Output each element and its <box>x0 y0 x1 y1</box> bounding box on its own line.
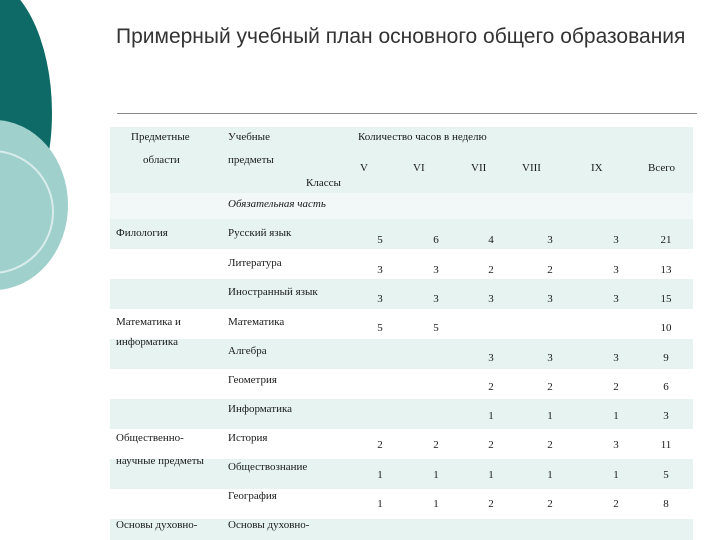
cell-hours: 1 <box>377 469 383 481</box>
cell-hours: 2 <box>547 439 553 451</box>
cell-hours: 2 <box>377 439 383 451</box>
cell-total: 15 <box>660 293 672 305</box>
header-subjects-line2: предметы <box>228 154 274 166</box>
header-classes: Классы <box>306 177 341 189</box>
area-social-line2: научные предметы <box>116 455 204 467</box>
cell-hours: 1 <box>613 469 619 481</box>
area-math-line2: информатика <box>116 336 178 348</box>
cell-total: 5 <box>663 469 669 481</box>
grade-viii: VIII <box>522 162 541 174</box>
cell-hours: 2 <box>488 439 494 451</box>
cell-hours: 2 <box>488 381 494 393</box>
header-hours: Количество часов в неделю <box>358 131 487 143</box>
subject-foreign: Иностранный язык <box>228 286 318 298</box>
cell-total: 9 <box>663 352 669 364</box>
area-social-line1: Общественно- <box>116 432 184 444</box>
cell-hours: 5 <box>377 234 383 246</box>
cell-hours: 3 <box>377 264 383 276</box>
header-areas-line1: Предметные <box>131 131 190 143</box>
grade-ix: IX <box>591 162 603 174</box>
cell-hours: 4 <box>488 234 494 246</box>
area-spiritual: Основы духовно- <box>116 519 198 531</box>
subject-algebra: Алгебра <box>228 345 267 357</box>
cell-hours: 3 <box>613 439 619 451</box>
cell-hours: 5 <box>377 322 383 334</box>
cell-total: 21 <box>660 234 672 246</box>
subject-informatics: Информатика <box>228 403 293 415</box>
cell-hours: 3 <box>547 293 553 305</box>
cell-hours: 3 <box>433 293 439 305</box>
cell-hours: 2 <box>547 264 553 276</box>
cell-hours: 1 <box>488 410 494 422</box>
cell-total: 3 <box>663 410 669 422</box>
subject-history: История <box>228 432 268 444</box>
cell-hours: 5 <box>433 322 439 334</box>
header-subjects-line1: Учебные <box>228 131 270 143</box>
cell-hours: 3 <box>488 293 494 305</box>
cell-hours: 3 <box>377 293 383 305</box>
cell-hours: 2 <box>547 381 553 393</box>
subject-mathematics: Математика <box>228 316 285 328</box>
cell-total: 13 <box>660 264 672 276</box>
cell-hours: 3 <box>613 264 619 276</box>
cell-hours: 1 <box>433 498 439 510</box>
cell-hours: 3 <box>547 234 553 246</box>
cell-hours: 1 <box>377 498 383 510</box>
section-band <box>110 193 693 219</box>
cell-total: 6 <box>663 381 669 393</box>
cell-hours: 3 <box>613 352 619 364</box>
cell-hours: 1 <box>433 469 439 481</box>
subject-literature: Литература <box>228 257 282 269</box>
grade-total: Всего <box>648 162 675 174</box>
cell-hours: 3 <box>613 293 619 305</box>
subject-geography: География <box>228 490 277 502</box>
cell-hours: 6 <box>433 234 439 246</box>
header-areas-line2: области <box>143 154 180 166</box>
slide-title: Примерный учебный план основного общего образования <box>116 25 686 48</box>
subject-russian: Русский язык <box>228 227 292 239</box>
grade-vii: VII <box>471 162 487 174</box>
subject-geometry: Геометрия <box>228 374 277 386</box>
cell-hours: 1 <box>547 410 553 422</box>
cell-hours: 3 <box>547 352 553 364</box>
subject-spiritual: Основы духовно- <box>228 519 310 531</box>
cell-total: 8 <box>663 498 669 510</box>
cell-hours: 2 <box>547 498 553 510</box>
cell-hours: 2 <box>613 498 619 510</box>
title-divider <box>117 113 697 114</box>
cell-hours: 1 <box>613 410 619 422</box>
cell-hours: 3 <box>613 234 619 246</box>
cell-hours: 1 <box>547 469 553 481</box>
subject-social: Обществознание <box>228 461 308 473</box>
cell-hours: 2 <box>488 264 494 276</box>
cell-total: 11 <box>660 439 672 451</box>
cell-total: 10 <box>660 322 672 334</box>
section-mandatory: Обязательная часть <box>228 198 326 210</box>
area-math-line1: Математика и <box>116 316 181 328</box>
cell-hours: 2 <box>613 381 619 393</box>
cell-hours: 2 <box>488 498 494 510</box>
grade-vi: VI <box>413 162 425 174</box>
cell-hours: 3 <box>433 264 439 276</box>
area-philology: Филология <box>116 227 168 239</box>
cell-hours: 3 <box>488 352 494 364</box>
cell-hours: 2 <box>433 439 439 451</box>
grade-v: V <box>360 162 368 174</box>
cell-hours: 1 <box>488 469 494 481</box>
